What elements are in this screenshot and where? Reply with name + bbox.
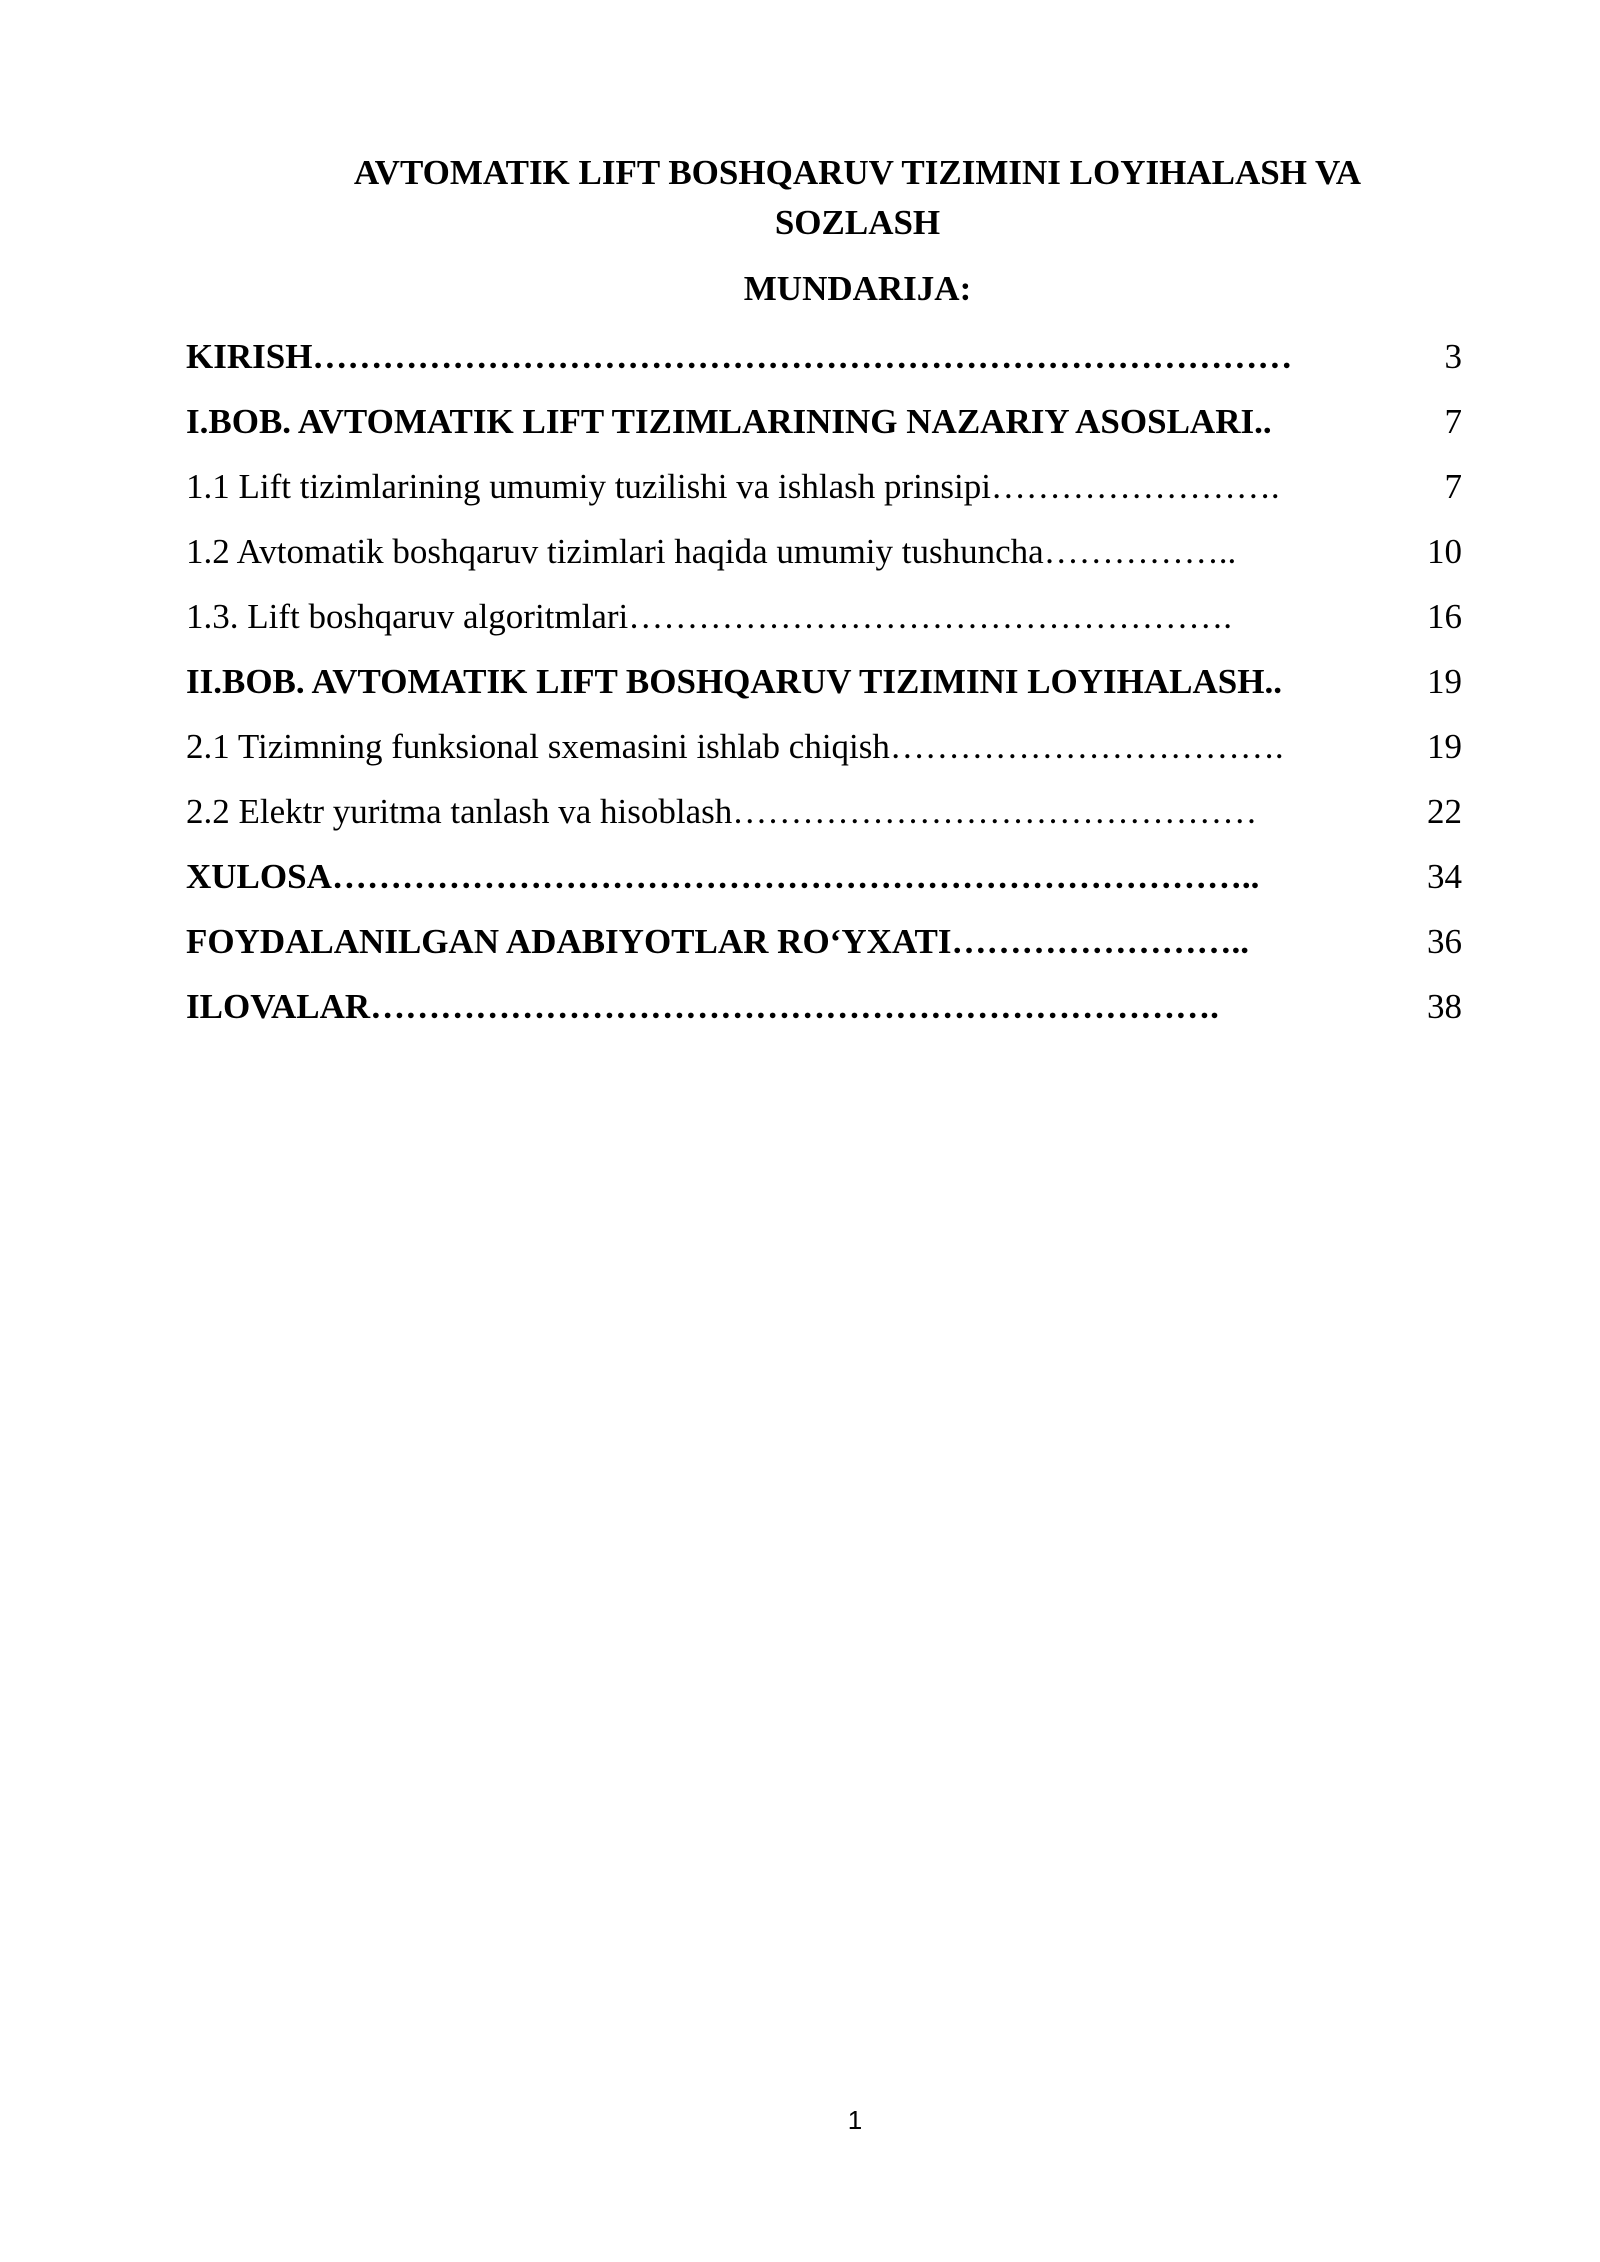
toc-entry-label: XULOSA…………………………………………………………………….. (186, 857, 1260, 896)
toc-entry-label: 2.1 Tizimning funksional sxemasini ishlab chiqish……………………………. (186, 727, 1284, 766)
toc-entry-page: 19 (1427, 727, 1462, 766)
toc-entry-page: 3 (1444, 337, 1462, 376)
toc-entry-2-1 (186, 718, 1462, 783)
toc-entry-xulosa (186, 848, 1462, 913)
page-number: 1 (847, 2105, 863, 2135)
toc-entry-label: ILOVALAR………………………………………………………………. (186, 987, 1219, 1026)
toc-entry-1-2 (186, 523, 1462, 588)
toc-entry-chapter-2 (186, 653, 1462, 718)
toc-entry-page: 7 (1444, 467, 1462, 506)
toc-entry-label: 2.2 Elektr yuritma tanlash va hisoblash……………………………………… (186, 792, 1258, 831)
toc-entry-1-1 (186, 458, 1462, 523)
toc-entry-page: 7 (1444, 402, 1462, 441)
toc-entry-page: 38 (1427, 987, 1462, 1026)
toc-entry-page: 10 (1427, 532, 1462, 571)
toc-entry-page: 36 (1427, 922, 1462, 961)
toc-entry-2-2 (186, 783, 1462, 848)
toc-entry-label: 1.2 Avtomatik boshqaruv tizimlari haqida umumiy tushuncha…………….. (186, 532, 1237, 571)
toc-entry-label: KIRISH………………………………………………………………………… (186, 337, 1293, 376)
toc-entry-1-3 (186, 588, 1462, 653)
toc-entry-label: 1.3. Lift boshqaruv algoritmlari……………………………………………. (186, 597, 1233, 636)
toc-entry-adabiyotlar (186, 913, 1462, 978)
toc-entry-chapter-1 (186, 393, 1462, 458)
toc-entry-ilovalar (186, 978, 1462, 1043)
toc-entry-label: I.BOB. AVTOMATIK LIFT TIZIMLARINING NAZARIY ASOSLARI.. (186, 402, 1272, 441)
toc-entry-page: 16 (1427, 597, 1462, 636)
toc-heading: MUNDARIJA: (743, 269, 972, 308)
toc-entry-page: 34 (1427, 857, 1462, 896)
toc-entry-label: 1.1 Lift tizimlarining umumiy tuzilishi va ishlash prinsipi……………………. (186, 467, 1280, 506)
toc-entry-page: 22 (1427, 792, 1462, 831)
table-of-contents (186, 328, 1462, 1043)
toc-entry-label: FOYDALANILGAN ADABIYOTLAR RO‘YXATI…………………….. (186, 922, 1250, 961)
toc-entry-page: 19 (1427, 662, 1462, 701)
toc-entry-kirish (186, 328, 1462, 393)
toc-entry-label: II.BOB. AVTOMATIK LIFT BOSHQARUV TIZIMINI LOYIHALASH.. (186, 662, 1282, 701)
document-title: AVTOMATIK LIFT BOSHQARUV TIZIMINI LOYIHALASH VA SOZLASH (353, 153, 1362, 242)
